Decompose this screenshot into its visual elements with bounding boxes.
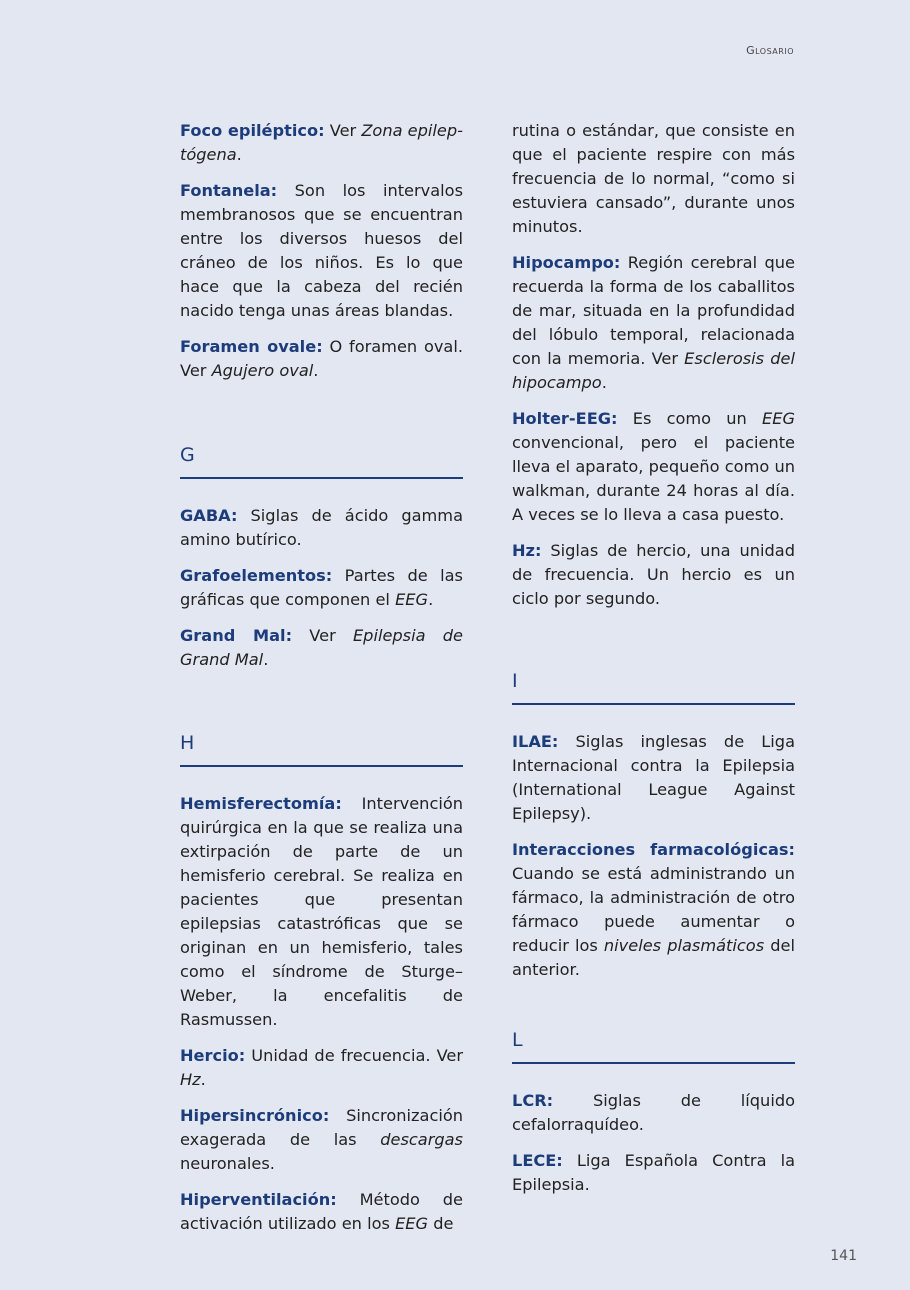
- entry-term: Holter-EEG:: [512, 409, 618, 428]
- entry-reference: Hz: [180, 1070, 201, 1089]
- right-column: [512, 119, 795, 1209]
- entry-text: Siglas de hercio, una unidad de frecuencia. Un hercio es un ciclo por segundo.: [512, 541, 795, 608]
- entry-term: ILAE:: [512, 732, 559, 751]
- entry-text: Siglas inglesas de Liga Internacional contra la Epilepsia (International League Against Epilepsy).: [512, 732, 795, 823]
- entry-text: O foramen oval. Ver: [180, 337, 463, 380]
- entry-text: Cuando se está administrando un fármaco, la administración de otro fármaco puede aumentar o reducir los: [512, 864, 795, 955]
- section-heading-l: [512, 1028, 795, 1064]
- glossary-entry-interacciones: [512, 838, 795, 982]
- entry-text: Son los intervalos membranosos que se encuentran entre los diversos huesos del cráneo de los niños. Es lo que hace que la cabeza del recién nacido tenga unas áreas blandas.: [180, 181, 463, 320]
- glossary-entry-hipocampo: [512, 251, 795, 395]
- running-header: Glosario: [746, 44, 794, 57]
- glossary-entry-grand-mal: [180, 624, 463, 672]
- entry-text: Siglas de líquido cefalorraquídeo.: [512, 1091, 795, 1134]
- glossary-entry-continuation: rutina o estándar, que consiste en que el paciente respire con más frecuencia de lo normal, “como si estuviera cansado”, durante unos minutos.: [512, 121, 795, 236]
- entry-term: LCR:: [512, 1091, 554, 1110]
- entry-reference: EEG: [395, 1214, 429, 1233]
- entry-reference: Zona epilep-tógena: [180, 121, 463, 164]
- entry-term: Foramen ovale:: [180, 337, 323, 356]
- entry-term: Hemisferectomía:: [180, 794, 342, 813]
- glossary-entry-hercio: [180, 1044, 463, 1092]
- page-number: 141: [830, 1248, 857, 1264]
- entry-text: Método de activación utilizado en los: [180, 1190, 463, 1233]
- entry-reference: EEG: [762, 409, 795, 428]
- section-letter: G: [180, 443, 463, 479]
- section-heading-h: [180, 731, 463, 767]
- glossary-entry-hipersincronico: [180, 1104, 463, 1176]
- entry-reference: Esclerosis del hipocampo: [512, 349, 795, 392]
- left-column: [180, 119, 463, 1248]
- entry-reference: niveles plasmáticos: [603, 936, 765, 955]
- entry-text: de: [428, 1214, 454, 1233]
- glossary-entry-lece: [512, 1149, 795, 1197]
- entry-reference: EEG: [395, 590, 429, 609]
- entry-text: Sincronización exagerada de las: [180, 1106, 463, 1149]
- entry-term: GABA:: [180, 506, 238, 525]
- glossary-entry-holter-eeg: [512, 407, 795, 527]
- entry-text: del anterior.: [512, 936, 795, 979]
- entry-text: .: [263, 650, 269, 669]
- entry-text: .: [313, 361, 319, 380]
- entry-text: .: [200, 1070, 206, 1089]
- section-letter: L: [512, 1028, 795, 1064]
- entry-text: Ver: [292, 626, 353, 645]
- entry-term: Hiperventilación:: [180, 1190, 337, 1209]
- glossary-entry-fontanela: [180, 179, 463, 323]
- entry-term: Grand Mal:: [180, 626, 293, 645]
- section-letter: I: [512, 669, 795, 705]
- glossary-entry-hz: [512, 539, 795, 611]
- entry-text: Región cerebral que recuerda la forma de los caballitos de mar, situada en la profundidad del lóbulo temporal, relacionada con la memoria. Ver: [512, 253, 795, 368]
- entry-term: Hercio:: [180, 1046, 246, 1065]
- entry-term: Grafoelementos:: [180, 566, 333, 585]
- glossary-entry-gaba: [180, 504, 463, 552]
- glossary-entry-lcr: [512, 1089, 795, 1137]
- section-letter: H: [180, 731, 463, 767]
- entry-term: LECE:: [512, 1151, 563, 1170]
- entry-reference: Epilepsia de Grand Mal: [180, 626, 463, 669]
- entry-text: Es como un: [617, 409, 762, 428]
- entry-term: Hipersincrónico:: [180, 1106, 330, 1125]
- entry-text: neuronales.: [180, 1154, 275, 1173]
- entry-term: Hipocampo:: [512, 253, 621, 272]
- entry-text: .: [601, 373, 607, 392]
- entry-text: Partes de las gráficas que componen el: [180, 566, 463, 609]
- glossary-entry-ilae: [512, 730, 795, 826]
- entry-text: .: [236, 145, 242, 164]
- section-heading-g: [180, 443, 463, 479]
- section-heading-i: [512, 669, 795, 705]
- entry-term: Foco epiléptico:: [180, 121, 325, 140]
- glossary-entry-grafoelementos: [180, 564, 463, 612]
- entry-text: convencional, pero el paciente lleva el aparato, pequeño como un walkman, durante 24 horas al día. A veces se lo lleva a casa puesto.: [512, 433, 795, 524]
- entry-text: Liga Española Contra la Epilepsia.: [512, 1151, 795, 1194]
- entry-text: Ver: [324, 121, 362, 140]
- entry-term: Hz:: [512, 541, 542, 560]
- entry-term: Interacciones farmacológicas:: [512, 840, 795, 859]
- entry-text: Unidad de frecuencia. Ver: [245, 1046, 463, 1065]
- entry-text: .: [428, 590, 434, 609]
- glossary-entry-foco-epileptico: [180, 119, 463, 167]
- entry-reference: Agujero oval: [211, 361, 314, 380]
- entry-reference: descargas: [380, 1130, 463, 1149]
- glossary-entry-foramen-ovale: [180, 335, 463, 383]
- entry-text: Intervención quirúrgica en la que se realiza una extirpación de parte de un hemisferio cerebral. Se realiza en pacientes que presentan epilepsias catastróficas que se originan en un hemisferio, tales como el síndrome de Sturge–Weber, la encefalitis de Rasmussen.: [180, 794, 463, 1029]
- glossary-entry-hemisferectomia: [180, 792, 463, 1032]
- entry-text: Siglas de ácido gamma amino butírico.: [180, 506, 463, 549]
- glossary-entry-hiperventilacion: [180, 1188, 463, 1236]
- entry-term: Fontanela:: [180, 181, 278, 200]
